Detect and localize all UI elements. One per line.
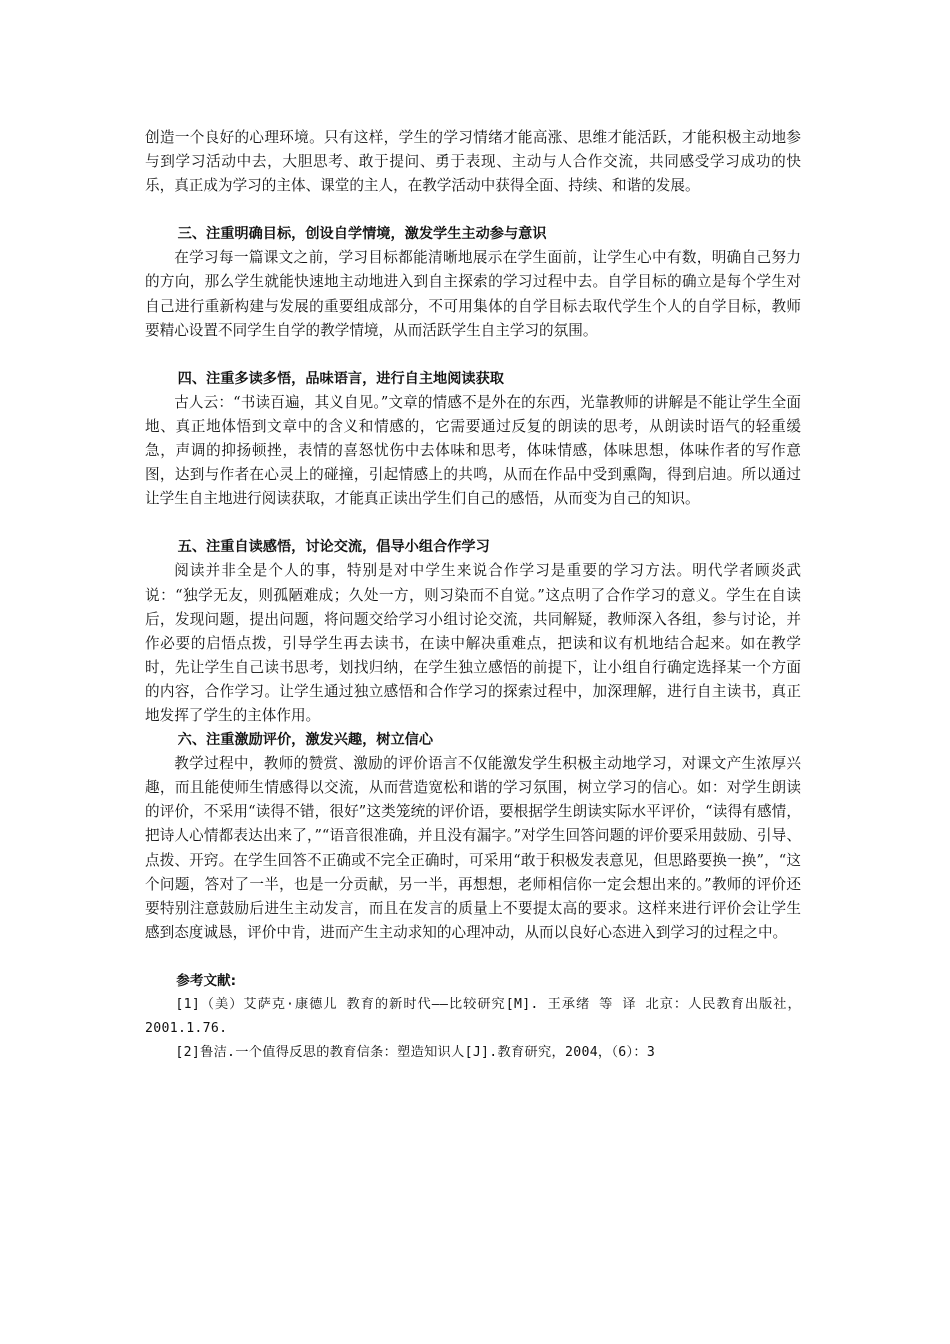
reference-item-1: [1]（美）艾萨克·康德儿 教育的新时代——比较研究[M]. 王承绪 等 译 北京：人民教育出版社，2001.1.76.: [145, 997, 801, 1037]
section-4-heading: 四、注重多读多悟，品味语言，进行自主地阅读获取: [177, 370, 504, 387]
section-4-paragraph: 古人云：“书读百遍，其义自见。”文章的情感不是外在的东西，光靠教师的讲解是不能让学生全面地、真正地体悟到文章中的含义和情感的，它需要通过反复的朗读的思考，从朗读时语气的轻重缓急，声调的抑扬顿挫，表情的喜怒忧伤中去体味和思考，体味情感，体味思想，体味作者的写作意图，达到与作者在心灵上的碰撞，引起情感上的共鸣，从而在作品中受到熏陶，得到启迪。所以通过让学生自主地进行阅读获取，才能真正读出学生们自己的感悟，从而变为自己的知识。: [145, 393, 801, 508]
document-page: [145, 126, 801, 1065]
reference-item-2: [2]鲁洁.一个值得反思的教育信条：塑造知识人[J].教育研究，2004，（6）：3: [175, 1045, 656, 1061]
section-6-heading: 六、注重激励评价，激发兴趣，树立信心: [177, 732, 434, 749]
intro-continuation-paragraph: 创造一个良好的心理环境。只有这样，学生的学习情绪才能高涨、思维才能活跃，才能积极主动地参与到学习活动中去，大胆思考、敢于提问、勇于表现、主动与人合作交流，共同感受学习成功的快乐，真正成为学习的主体、课堂的主人，在教学活动中获得全面、持续、和谐的发展。: [145, 129, 801, 195]
section-3-heading: 三、注重明确目标，创设自学情境，激发学生主动参与意识: [177, 226, 547, 243]
references-title: 参考文献:: [176, 972, 237, 989]
section-3-paragraph: 在学习每一篇课文之前，学习目标都能清晰地展示在学生面前，让学生心中有数，明确自己努力的方向，那么学生就能快速地主动地进入到自主探索的学习过程中去。自学目标的确立是每个学生对自己进行重新构建与发展的重要组成部分，不可用集体的自学目标去取代学生个人的自学目标，教师要精心设置不同学生自学的教学情境，从而活跃学生自主学习的氛围。: [145, 249, 801, 339]
section-5-heading: 五、注重自读感悟，讨论交流，倡导小组合作学习: [177, 539, 490, 556]
section-5-paragraph: 阅读并非全是个人的事，特别是对中学生来说合作学习是重要的学习方法。明代学者顾炎武说：“独学无友，则孤陋难成；久处一方，则习染而不自觉。”这点明了合作学习的意义。学生在自读后，发现问题，提出问题，将问题交给学习小组讨论交流，共同解疑，教师深入各组，参与讨论，并作必要的启悟点拨，引导学生再去读书，在读中解决重难点，把读和议有机地结合起来。如在教学时，先让学生自己读书思考，划找归纳，在学生独立感悟的前提下，让小组自行确定选择某一个方面的内容，合作学习。让学生通过独立感悟和合作学习的探索过程中，加深理解，进行自主读书，真正地发挥了学生的主体作用。: [145, 562, 801, 724]
section-6-paragraph: 教学过程中，教师的赞赏、激励的评价语言不仅能激发学生积极主动地学习，对课文产生浓厚兴趣，而且能使师生情感得以交流，从而营造宽松和谐的学习氛围，树立学习的信心。如：对学生朗读的评价，不采用“读得不错，很好”这类笼统的评价语，要根据学生朗读实际水平评价，“读得有感情，把诗人心情都表达出来了，”“语音很准确，并且没有漏字。”对学生回答问题的评价要采用鼓励、引导、点拨、开窍。在学生回答不正确或不完全正确时，可采用“敢于积极发表意见，但思路要换一换”，“这个问题，答对了一半，也是一分贡献，另一半，再想想，老师相信你一定会想出来的。”教师的评价还要特别注意鼓励后进生主动发言，而且在发言的质量上不要提太高的要求。这样来进行评价会让学生感到态度诚恳，评价中肯，进而产生主动求知的心理冲动，从而以良好心态进入到学习的过程之中。: [145, 755, 801, 941]
